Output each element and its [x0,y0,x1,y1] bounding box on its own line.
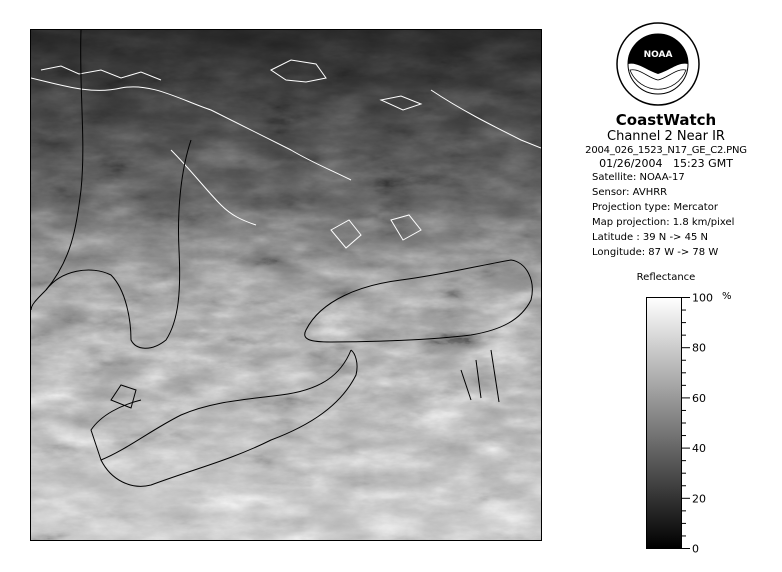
legend-unit: % [722,291,732,302]
tick-label: 100 [692,291,713,305]
satellite-image [31,30,541,540]
tick-label: 0 [692,542,699,556]
latitude-label: Latitude : 39 N -> 45 N [592,232,708,243]
product-info [562,112,770,260]
tick-label: 80 [692,341,706,355]
projection-type-label: Projection type: Mercator [592,202,718,213]
datetime-label [562,157,770,170]
colorbar [646,297,682,549]
logo-text: NOAA [643,50,673,60]
filename-label: 2004_026_1523_N17_GE_C2.PNG [585,145,747,156]
tick-label: 60 [692,391,706,405]
time-label: 15:23 GMT [672,157,733,170]
tick-label: 40 [692,442,706,456]
tick-label: 20 [692,492,706,506]
legend-title: Reflectance [636,272,696,283]
longitude-label: Longitude: 87 W -> 78 W [592,247,719,258]
noaa-logo-icon [616,22,700,106]
colorbar-ticks [682,291,752,556]
product-title: CoastWatch [615,111,717,129]
satellite-map [30,29,542,541]
map-projection-label: Map projection: 1.8 km/pixel [592,217,735,228]
satellite-label: Satellite: NOAA-17 [592,172,685,183]
noaa-logo [616,22,700,106]
channel-label: Channel 2 Near IR [607,129,725,144]
date-label: 01/26/2004 [599,157,663,170]
sensor-label: Sensor: AVHRR [592,187,668,198]
